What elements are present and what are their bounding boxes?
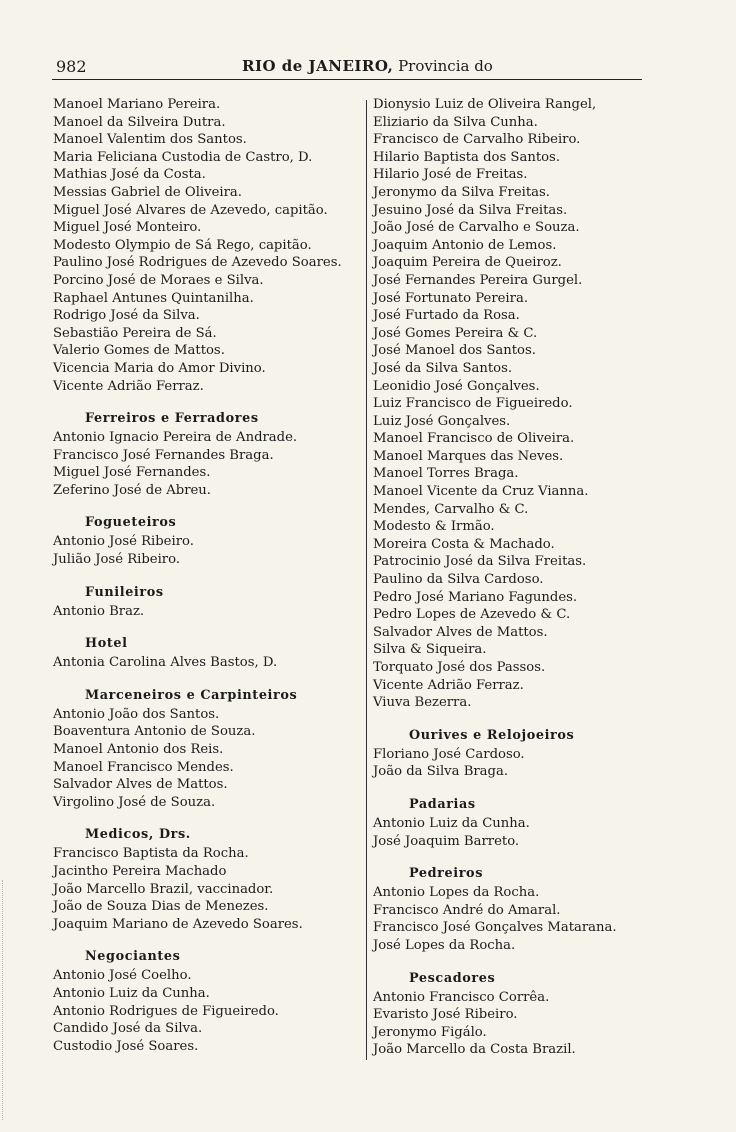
section-heading: Funileiros — [85, 584, 164, 600]
directory-entry: Pedro José Mariano Fagundes. — [373, 589, 578, 605]
directory-entry: José Furtado da Rosa. — [373, 308, 520, 324]
directory-entry: Manoel Marques das Neves. — [373, 448, 564, 464]
directory-entry: Antonio Luiz da Cunha. — [53, 985, 210, 1001]
directory-entry: Manoel Mariano Pereira. — [53, 97, 221, 112]
section-spacer — [53, 395, 363, 409]
directory-entry: Silva & Siqueira. — [373, 642, 487, 658]
column-divider — [366, 100, 367, 1060]
directory-entry: Evaristo José Ribeiro. — [373, 1007, 518, 1023]
directory-entry: José Fernandes Pereira Gurgel. — [373, 272, 583, 288]
directory-entry: João da Silva Braga. — [373, 764, 509, 780]
directory-entry: Manoel Antonio dos Reis. — [53, 742, 224, 758]
section-heading: Ourives e Relojoeiros — [409, 727, 575, 743]
directory-entry: Manoel da Silveira Dutra. — [53, 114, 226, 130]
right-column — [373, 96, 648, 1059]
section-heading: Hotel — [85, 636, 128, 652]
directory-entry: Antonio Luiz da Cunha. — [373, 815, 530, 831]
directory-entry: Viuva Bezerra. — [373, 695, 472, 711]
directory-entry: Miguel José Alvares de Azevedo, capitão. — [53, 202, 328, 218]
directory-entry: Porcino José de Moraes e Silva. — [53, 272, 264, 288]
directory-entry: Torquato José dos Passos. — [373, 660, 546, 675]
directory-entry: Francisco Baptista da Rocha. — [53, 846, 249, 862]
page-number: 982 — [56, 57, 87, 76]
section-spacer — [373, 955, 648, 969]
directory-entry: Virgolino José de Souza. — [53, 794, 216, 810]
directory-entry: João de Souza Dias de Menezes. — [53, 899, 269, 915]
directory-entry: Rodrigo José da Silva. — [53, 308, 200, 324]
section-spacer — [373, 850, 648, 864]
directory-entry: Julião José Ribeiro. — [53, 552, 181, 568]
directory-entry: Antonio Lopes da Rocha. — [373, 885, 540, 901]
section-heading: Pescadores — [409, 970, 496, 986]
section-heading: Fogueteiros — [85, 515, 177, 531]
directory-entry: Joaquim Mariano de Azevedo Soares. — [53, 916, 303, 932]
directory-entry: Francisco José Fernandes Braga. — [53, 447, 274, 463]
directory-entry: Antonio José Ribeiro. — [53, 534, 194, 550]
directory-entry: Mathias José da Costa. — [53, 167, 206, 183]
directory-entry: Francisco de Carvalho Ribeiro. — [373, 132, 581, 148]
section-heading: Negociantes — [85, 949, 181, 965]
directory-entry: Antonio José Coelho. — [53, 968, 192, 984]
directory-entry: Jesuino José da Silva Freitas. — [373, 202, 568, 218]
directory-entry: José Gomes Pereira & C. — [373, 325, 538, 341]
section-spacer — [53, 620, 363, 634]
section-spacer — [373, 712, 648, 726]
directory-entry: Pedro Lopes de Azevedo & C. — [373, 607, 571, 623]
section-spacer — [53, 672, 363, 686]
directory-entry: Messias Gabriel de Oliveira. — [53, 184, 242, 200]
left-column — [53, 96, 363, 1055]
directory-entry: João José de Carvalho e Souza. — [373, 220, 580, 236]
directory-entry: José Fortunato Pereira. — [373, 290, 529, 306]
directory-entry: Antonio João dos Santos. — [53, 706, 220, 722]
section-heading: Medicos, Drs. — [85, 827, 191, 843]
directory-entry: Luiz José Gonçalves. — [373, 413, 511, 429]
directory-entry: José Joaquim Barreto. — [373, 833, 520, 849]
header-rule — [52, 79, 642, 80]
directory-entry: Manoel Torres Braga. — [373, 466, 519, 482]
section-spacer — [373, 781, 648, 795]
directory-entry: Maria Feliciana Custodia de Castro, D. — [53, 149, 313, 165]
directory-entry: Vicente Adrião Ferraz. — [53, 378, 204, 394]
directory-entry: Salvador Alves de Mattos. — [53, 777, 228, 793]
directory-entry: Boaventura Antonio de Souza. — [53, 724, 256, 740]
directory-entry: Jacintho Pereira Machado — [53, 864, 227, 879]
section-spacer — [53, 811, 363, 825]
directory-entry: Sebastião Pereira de Sá. — [53, 325, 217, 341]
section-spacer — [53, 499, 363, 513]
directory-entry: Miguel José Fernandes. — [53, 465, 211, 481]
directory-entry: Antonia Carolina Alves Bastos, D. — [53, 655, 278, 671]
directory-entry: Manoel Francisco de Oliveira. — [373, 431, 575, 447]
directory-entry: Modesto & Irmão. — [373, 519, 495, 535]
section-heading: Padarias — [409, 796, 476, 812]
section-spacer — [53, 933, 363, 947]
directory-entry: Manoel Francisco Mendes. — [53, 759, 234, 775]
directory-entry: Moreira Costa & Machado. — [373, 536, 555, 552]
directory-entry: Manoel Valentim dos Santos. — [53, 132, 247, 148]
directory-entry: João Marcello Brazil, vaccinador. — [53, 881, 274, 897]
directory-entry: Jeronymo da Silva Freitas. — [373, 184, 550, 200]
margin-speckles — [2, 880, 19, 1120]
directory-entry: Antonio Ignacio Pereira de Andrade. — [53, 430, 298, 446]
section-heading: Marceneiros e Carpinteiros — [85, 687, 298, 703]
directory-entry: José da Silva Santos. — [373, 360, 513, 376]
directory-entry: Salvador Alves de Mattos. — [373, 624, 548, 640]
directory-entry: Mendes, Carvalho & C. — [373, 501, 529, 517]
directory-entry: Jeronymo Figálo. — [373, 1024, 487, 1040]
running-title — [242, 57, 493, 75]
directory-entry: Leonidio José Gonçalves. — [373, 378, 540, 394]
directory-entry: Luiz Francisco de Figueiredo. — [373, 396, 573, 412]
directory-entry: Zeferino José de Abreu. — [53, 482, 211, 498]
directory-entry: Dionysio Luiz de Oliveira Rangel, — [373, 97, 597, 112]
directory-entry: Antonio Francisco Corrêa. — [373, 989, 550, 1005]
directory-entry: Antonio Rodrigues de Figueiredo. — [53, 1003, 279, 1019]
directory-entry: José Manoel dos Santos. — [373, 343, 536, 359]
directory-entry: Eliziario da Silva Cunha. — [373, 114, 538, 130]
directory-entry: Hilario Baptista dos Santos. — [373, 149, 561, 165]
directory-entry: Custodio José Soares. — [53, 1038, 199, 1054]
directory-entry: Vicencia Maria do Amor Divino. — [53, 360, 266, 376]
directory-entry: Raphael Antunes Quintanilha. — [53, 290, 254, 306]
directory-entry: Francisco André do Amaral. — [373, 902, 561, 918]
directory-entry: Joaquim Antonio de Lemos. — [373, 237, 557, 253]
directory-entry: Valerio Gomes de Mattos. — [53, 343, 225, 359]
running-title-rest: Provincia do — [393, 57, 493, 75]
directory-entry: Joaquim Pereira de Queiroz. — [373, 255, 562, 271]
section-heading: Ferreiros e Ferradores — [85, 411, 259, 427]
directory-entry: Francisco José Gonçalves Matarana. — [373, 920, 617, 936]
running-title-place: RIO de JANEIRO, — [242, 57, 394, 75]
section-heading: Pedreiros — [409, 866, 483, 882]
directory-entry: Hilario José de Freitas. — [373, 167, 528, 183]
directory-entry: Vicente Adrião Ferraz. — [373, 677, 524, 693]
directory-entry: Modesto Olympio de Sá Rego, capitão. — [53, 237, 312, 253]
directory-entry: José Lopes da Rocha. — [373, 937, 516, 953]
directory-entry: Candido José da Silva. — [53, 1021, 203, 1037]
directory-entry: Paulino da Silva Cardoso. — [373, 572, 544, 588]
directory-entry: João Marcello da Costa Brazil. — [373, 1042, 576, 1058]
directory-entry: Floriano José Cardoso. — [373, 746, 525, 762]
page-header — [52, 55, 642, 77]
directory-entry: Antonio Braz. — [53, 603, 145, 619]
directory-entry: Paulino José Rodrigues de Azevedo Soares. — [53, 255, 342, 271]
directory-entry: Miguel José Monteiro. — [53, 220, 202, 236]
section-spacer — [53, 569, 363, 583]
directory-entry: Patrocinio José da Silva Freitas. — [373, 554, 587, 570]
directory-entry: Manoel Vicente da Cruz Vianna. — [373, 484, 589, 500]
